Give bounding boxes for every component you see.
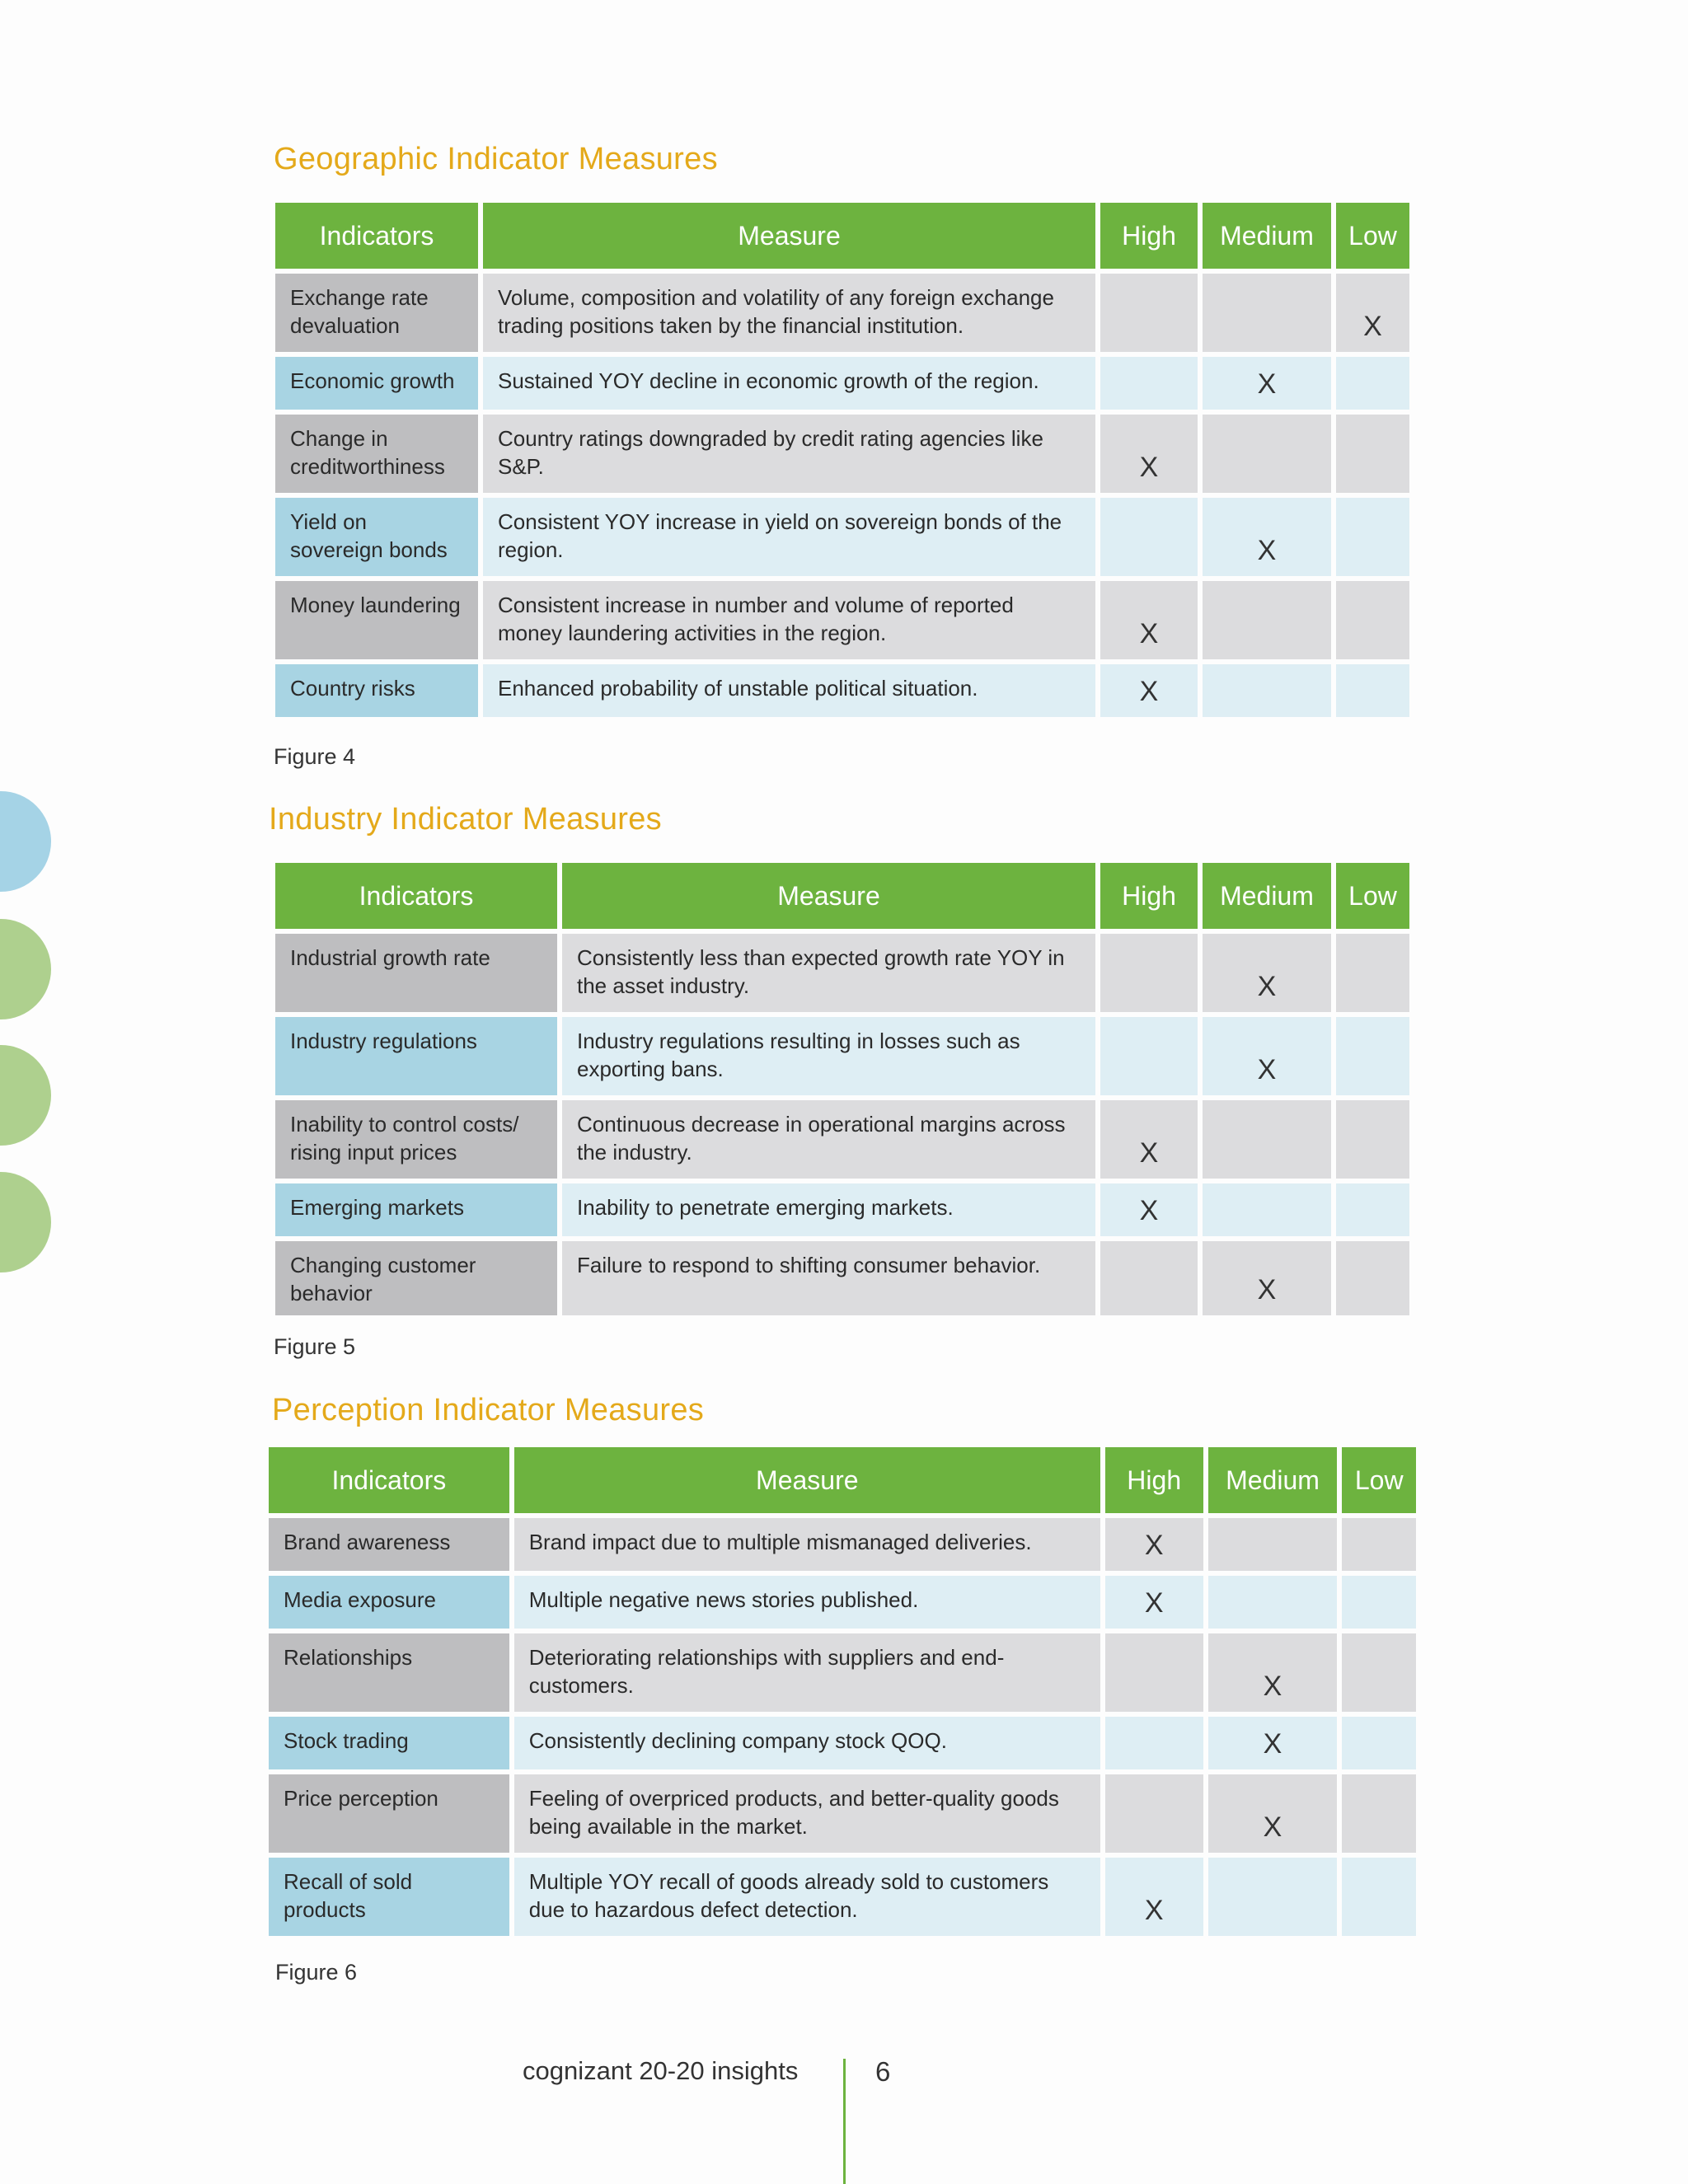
header-indicators: Indicators: [275, 203, 478, 269]
high-cell: X: [1100, 581, 1198, 659]
industry-indicator-table: [270, 858, 1414, 1320]
side-circle-green-2: [0, 1045, 51, 1146]
table-row: [269, 1633, 1416, 1712]
high-cell: X: [1100, 1183, 1198, 1236]
header-indicators: Indicators: [275, 863, 557, 929]
indicator-cell: Exchange rate devaluation: [275, 274, 478, 352]
table-row: [269, 1717, 1416, 1769]
side-circle-green-3: [0, 1172, 51, 1272]
indicator-cell: Brand awareness: [269, 1518, 509, 1571]
high-cell: [1100, 357, 1198, 410]
indicator-cell: Stock trading: [269, 1717, 509, 1769]
high-cell: X: [1100, 664, 1198, 717]
high-cell: [1105, 1774, 1203, 1853]
measure-cell: Continuous decrease in operational margins across the industry.: [562, 1100, 1095, 1179]
high-cell: [1105, 1717, 1203, 1769]
low-cell: [1342, 1717, 1416, 1769]
table-row: [275, 1100, 1409, 1179]
table-row: [269, 1774, 1416, 1853]
table-row: [269, 1518, 1416, 1571]
header-measure: Measure: [562, 863, 1095, 929]
header-measure: Measure: [514, 1447, 1100, 1513]
measure-cell: Enhanced probability of unstable political situation.: [483, 664, 1095, 717]
high-cell: [1100, 1241, 1198, 1315]
measure-cell: Volume, composition and volatility of any foreign exchange trading positions taken by the financial institution.: [483, 274, 1095, 352]
high-cell: [1100, 934, 1198, 1012]
measure-cell: Consistent YOY increase in yield on sovereign bonds of the region.: [483, 498, 1095, 576]
low-cell: [1336, 357, 1409, 410]
medium-cell: X: [1203, 1241, 1331, 1315]
indicator-cell: Money laundering: [275, 581, 478, 659]
medium-cell: [1208, 1858, 1338, 1936]
header-low: Low: [1336, 863, 1409, 929]
low-cell: [1336, 664, 1409, 717]
header-medium: Medium: [1203, 863, 1331, 929]
medium-cell: X: [1208, 1774, 1338, 1853]
medium-cell: [1203, 274, 1331, 352]
measure-cell: Multiple YOY recall of goods already sold to customers due to hazardous defect detection.: [514, 1858, 1100, 1936]
header-measure: Measure: [483, 203, 1095, 269]
low-cell: [1336, 415, 1409, 493]
header-high: High: [1105, 1447, 1203, 1513]
table-row: [275, 498, 1409, 576]
high-cell: [1100, 1017, 1198, 1095]
table-row: [275, 1241, 1409, 1315]
indicator-cell: Price perception: [269, 1774, 509, 1853]
high-cell: X: [1105, 1576, 1203, 1629]
table-row: [275, 1183, 1409, 1236]
low-cell: [1336, 1241, 1409, 1315]
low-cell: [1336, 934, 1409, 1012]
measure-cell: Industry regulations resulting in losses such as exporting bans.: [562, 1017, 1095, 1095]
table-row: [275, 934, 1409, 1012]
table-row: [275, 274, 1409, 352]
medium-cell: X: [1208, 1633, 1338, 1712]
measure-cell: Feeling of overpriced products, and better-quality goods being available in the market.: [514, 1774, 1100, 1853]
section-title-geographic: Geographic Indicator Measures: [274, 142, 718, 176]
figure-caption: Figure 6: [275, 1960, 358, 1985]
indicator-cell: Changing customer behavior: [275, 1241, 557, 1315]
medium-cell: [1208, 1576, 1338, 1629]
header-low: Low: [1336, 203, 1409, 269]
low-cell: [1342, 1518, 1416, 1571]
low-cell: [1342, 1858, 1416, 1936]
measure-cell: Inability to penetrate emerging markets.: [562, 1183, 1095, 1236]
medium-cell: [1203, 1183, 1331, 1236]
indicator-cell: Change in creditworthiness: [275, 415, 478, 493]
geographic-indicator-table: [270, 198, 1414, 722]
header-medium: Medium: [1203, 203, 1331, 269]
indicator-cell: Recall of sold products: [269, 1858, 509, 1936]
page-number: 6: [875, 2056, 891, 2087]
table-row: [275, 415, 1409, 493]
indicator-cell: Inability to control costs/ rising input prices: [275, 1100, 557, 1179]
high-cell: X: [1100, 1100, 1198, 1179]
medium-cell: X: [1203, 498, 1331, 576]
measure-cell: Consistently declining company stock QOQ.: [514, 1717, 1100, 1769]
medium-cell: [1203, 581, 1331, 659]
table-row: [269, 1576, 1416, 1629]
table-header-row: [269, 1447, 1416, 1513]
medium-cell: [1203, 664, 1331, 717]
high-cell: X: [1100, 415, 1198, 493]
high-cell: X: [1105, 1858, 1203, 1936]
measure-cell: Consistently less than expected growth rate YOY in the asset industry.: [562, 934, 1095, 1012]
side-circle-blue: [0, 791, 51, 892]
medium-cell: [1208, 1518, 1338, 1571]
medium-cell: [1203, 415, 1331, 493]
header-high: High: [1100, 863, 1198, 929]
medium-cell: X: [1203, 1017, 1331, 1095]
indicator-cell: Yield on sovereign bonds: [275, 498, 478, 576]
low-cell: [1336, 1017, 1409, 1095]
indicator-cell: Emerging markets: [275, 1183, 557, 1236]
header-medium: Medium: [1208, 1447, 1338, 1513]
perception-indicator-table: [264, 1442, 1421, 1941]
high-cell: [1105, 1633, 1203, 1712]
measure-cell: Consistent increase in number and volume of reported money laundering activities in the region.: [483, 581, 1095, 659]
table-row: [269, 1858, 1416, 1936]
side-circle-green-1: [0, 919, 51, 1019]
table-header-row: [275, 863, 1409, 929]
medium-cell: X: [1203, 357, 1331, 410]
indicator-cell: Industry regulations: [275, 1017, 557, 1095]
table-row: [275, 1017, 1409, 1095]
medium-cell: X: [1203, 934, 1331, 1012]
header-low: Low: [1342, 1447, 1416, 1513]
indicator-cell: Economic growth: [275, 357, 478, 410]
high-cell: [1100, 498, 1198, 576]
table-row: [275, 664, 1409, 717]
table-row: [275, 581, 1409, 659]
low-cell: [1342, 1633, 1416, 1712]
figure-caption: Figure 4: [274, 744, 356, 769]
indicator-cell: Media exposure: [269, 1576, 509, 1629]
measure-cell: Country ratings downgraded by credit rating agencies like S&P.: [483, 415, 1095, 493]
low-cell: [1336, 1183, 1409, 1236]
medium-cell: [1203, 1100, 1331, 1179]
section-title-perception: Perception Indicator Measures: [272, 1393, 705, 1427]
header-high: High: [1100, 203, 1198, 269]
low-cell: [1342, 1774, 1416, 1853]
measure-cell: Failure to respond to shifting consumer behavior.: [562, 1241, 1095, 1315]
low-cell: [1336, 498, 1409, 576]
measure-cell: Multiple negative news stories published.: [514, 1576, 1100, 1629]
footer-divider: [843, 2059, 846, 2184]
high-cell: X: [1105, 1518, 1203, 1571]
low-cell: X: [1336, 274, 1409, 352]
low-cell: [1342, 1576, 1416, 1629]
table-header-row: [275, 203, 1409, 269]
measure-cell: Brand impact due to multiple mismanaged deliveries.: [514, 1518, 1100, 1571]
indicator-cell: Industrial growth rate: [275, 934, 557, 1012]
indicator-cell: Country risks: [275, 664, 478, 717]
high-cell: [1100, 274, 1198, 352]
measure-cell: Deteriorating relationships with suppliers and end-customers.: [514, 1633, 1100, 1712]
figure-caption: Figure 5: [274, 1334, 356, 1359]
footer-publication: cognizant 20-20 insights: [523, 2056, 799, 2085]
low-cell: [1336, 581, 1409, 659]
low-cell: [1336, 1100, 1409, 1179]
section-title-industry: Industry Indicator Measures: [269, 802, 662, 837]
header-indicators: Indicators: [269, 1447, 509, 1513]
indicator-cell: Relationships: [269, 1633, 509, 1712]
measure-cell: Sustained YOY decline in economic growth of the region.: [483, 357, 1095, 410]
table-row: [275, 357, 1409, 410]
medium-cell: X: [1208, 1717, 1338, 1769]
